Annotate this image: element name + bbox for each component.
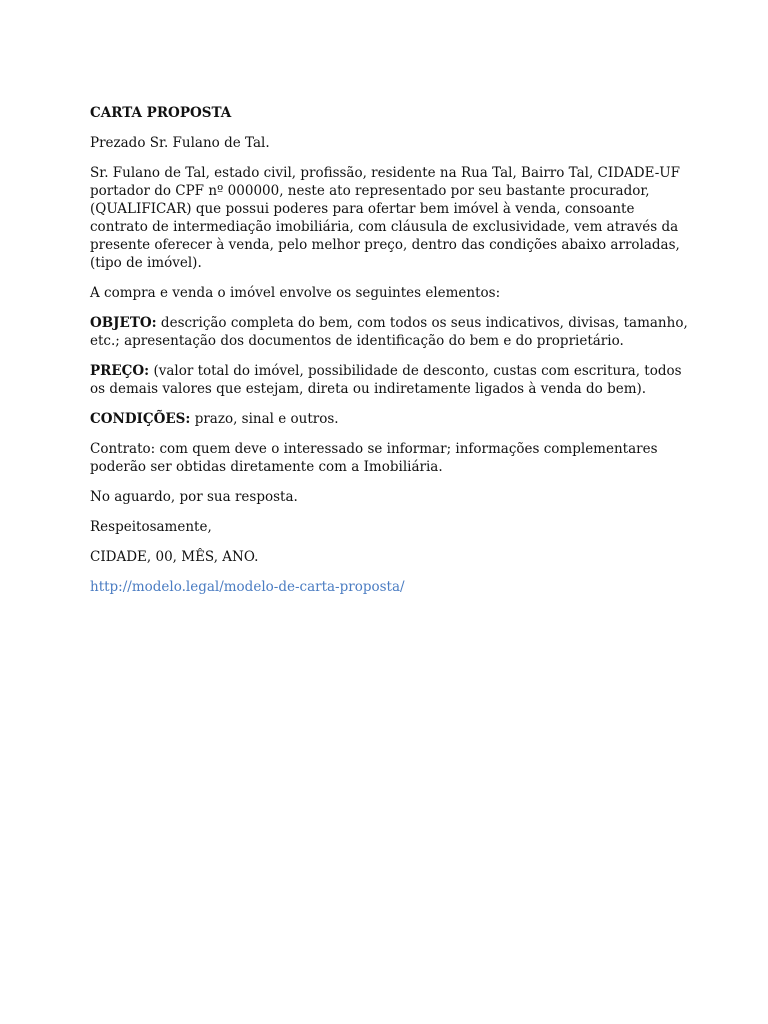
objeto-paragraph bbox=[90, 314, 690, 350]
place-date: CIDADE, 00, MÊS, ANO. bbox=[90, 549, 259, 565]
condicoes-text: prazo, sinal e outros. bbox=[190, 411, 339, 427]
preco-text: (valor total do imóvel, possibilidade de desconto, custas com escritura, todos os demais valores que estejam, direta ou indiretamente ligados à venda do bem). bbox=[90, 363, 682, 397]
closing-paragraph: Respeitosamente, bbox=[90, 519, 212, 535]
document-body bbox=[90, 104, 690, 608]
condicoes-label: CONDIÇÕES: bbox=[90, 411, 191, 427]
intro-paragraph: Sr. Fulano de Tal, estado civil, profissão, residente na Rua Tal, Bairro Tal, CIDADE-UF portador do CPF nº 000000, neste ato representado por seu bastante procurador, (QUALIFICAR) que possui poderes para ofertar bem imóvel à venda, consoante contrato de intermediação imobiliária, com cláusula de exclusividade, vem através da presente oferecer à venda, pelo melhor preço, dentro das condições abaixo arroladas, (tipo de imóvel). bbox=[90, 165, 681, 271]
elements-intro: A compra e venda o imóvel envolve os seguintes elementos: bbox=[90, 285, 501, 301]
contrato-paragraph: Contrato: com quem deve o interessado se informar; informações complementares poderão ser obtidas diretamente com a Imobiliária. bbox=[90, 441, 658, 475]
awaiting-paragraph: No aguardo, por sua resposta. bbox=[90, 489, 298, 505]
source-link[interactable]: http://modelo.legal/modelo-de-carta-proposta/ bbox=[90, 579, 405, 595]
objeto-label: OBJETO: bbox=[90, 315, 157, 331]
source-link-paragraph bbox=[90, 578, 690, 596]
document-title: CARTA PROPOSTA bbox=[90, 105, 232, 121]
objeto-text: descrição completa do bem, com todos os seus indicativos, divisas, tamanho, etc.; apresentação dos documentos de identificação do bem e do proprietário. bbox=[90, 315, 688, 349]
preco-label: PREÇO: bbox=[90, 363, 150, 379]
condicoes-paragraph bbox=[90, 410, 690, 428]
salutation: Prezado Sr. Fulano de Tal. bbox=[90, 135, 270, 151]
preco-paragraph bbox=[90, 362, 690, 398]
